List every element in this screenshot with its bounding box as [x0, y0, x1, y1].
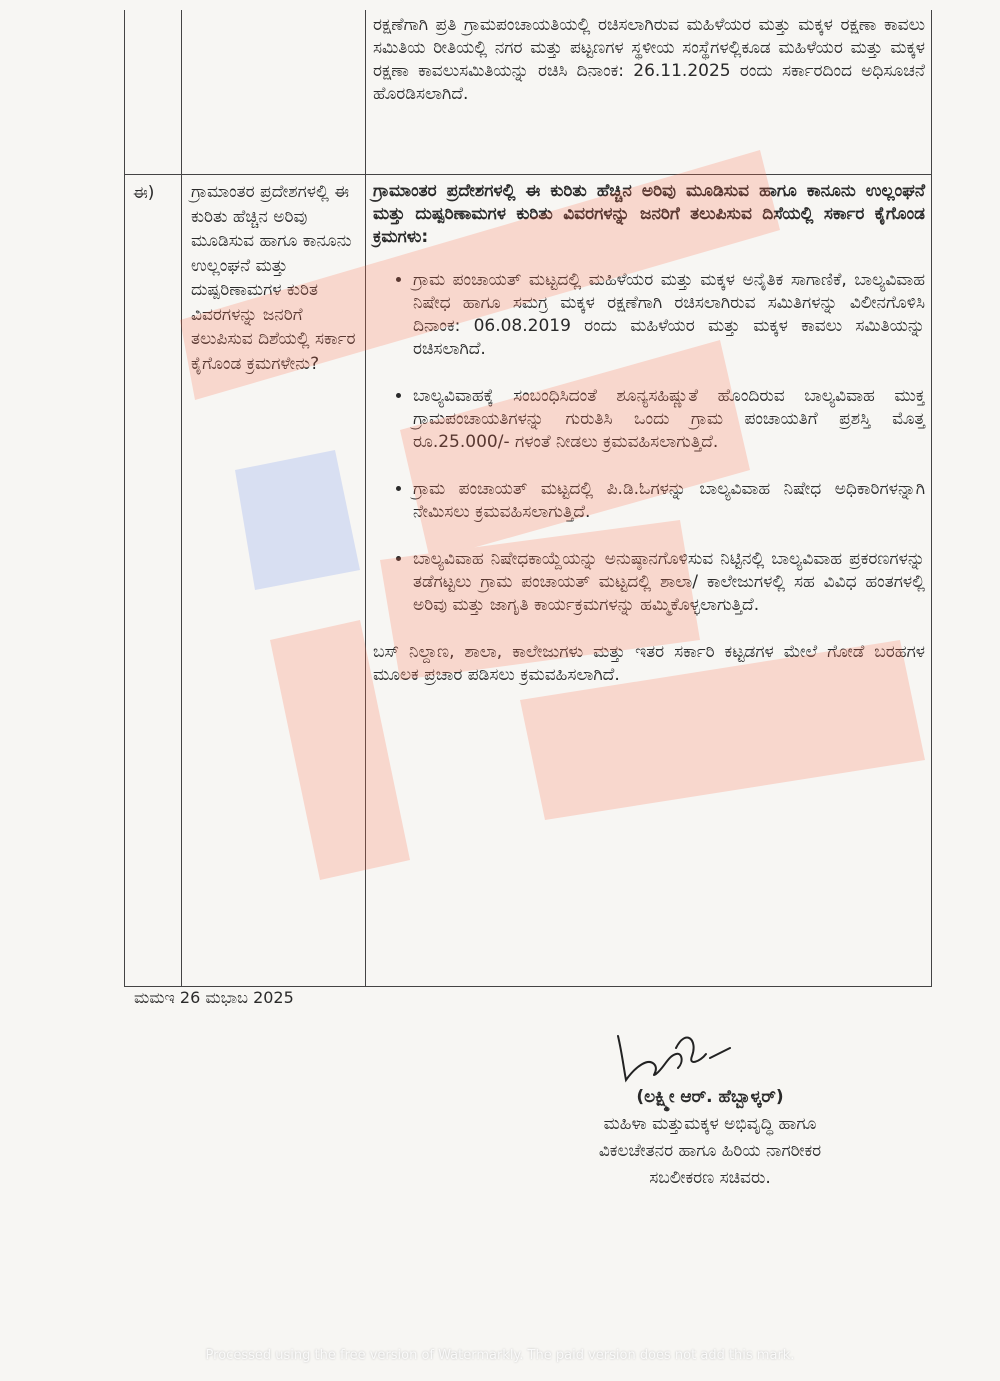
- bullet-item: • ಗ್ರಾಮ ಪಂಚಾಯತ್ ಮಟ್ಟದಲ್ಲಿ ಪಿ.ಡಿ.ಓಗಳನ್ನು ಬಾಲ್ಯವಿವಾಹ ನಿಷೇಧ ಅಧಿಕಾರಿಗಳನ್ನಾಗಿ ನೇಮಿಸಲು ಕ್ರಮವಹಿಸಲಾಗುತ್ತಿದೆ.: [413, 478, 925, 524]
- bullet-item: • ಬಾಲ್ಯವಿವಾಹ ನಿಷೇಧಕಾಯ್ದೆಯನ್ನು ಅನುಷ್ಠಾನಗೊಳಿಸುವ ನಿಟ್ಟಿನಲ್ಲಿ ಬಾಲ್ಯವಿವಾಹ ಪ್ರಕರಣಗಳನ್ನು ತಡೆಗಟ್ಟಲು ಗ್ರಾಮ ಪಂಚಾಯತ್ ಮಟ್ಟದಲ್ಲಿ ಶಾಲಾ/ ಕಾಲೇಜುಗಳಲ್ಲಿ ಸಹ ವಿವಿಧ ಹಂತಗಳಲ್ಲಿ ಅರಿವು ಮತ್ತು ಜಾಗೃತಿ ಕಾರ್ಯಕ್ರಮಗಳನ್ನು ಹಮ್ಮಿಕೊಳ್ಳಲಾಗುತ್ತಿದೆ.: [413, 548, 925, 617]
- answer-cell: [373, 180, 925, 687]
- bullet-item: • ಗ್ರಾಮ ಪಂಚಾಯತ್ ಮಟ್ಟದಲ್ಲಿ ಮಹಿಳೆಯರ ಮತ್ತು ಮಕ್ಕಳ ಅನೈತಿಕ ಸಾಗಾಣಿಕೆ, ಬಾಲ್ಯವಿವಾಹ ನಿಷೇಧ ಹಾಗೂ ಸಮಗ್ರ ಮಕ್ಕಳ ರಕ್ಷಣೆಗಾಗಿ ರಚಿಸಲಾಗಿರುವ ಸಮಿತಿಗಳನ್ನು ವಿಲೀನಗೊಳಿಸಿ ದಿನಾಂಕ: 06.08.2019 ರಂದು ಮಹಿಳೆಯರ ಮತ್ತು ಮಕ್ಕಳ ಕಾವಲು ಸಮಿತಿಯನ್ನು ರಚಿಸಲಾಗಿದೆ.: [413, 269, 925, 361]
- column-divider: [365, 10, 366, 986]
- signatory-title-line: ಸಬಲೀಕರಣ ಸಚಿವರು.: [649, 1168, 771, 1188]
- column-divider: [181, 10, 182, 986]
- signature-block: [500, 1084, 920, 1192]
- row-top-text: ರಕ್ಷಣೆಗಾಗಿ ಪ್ರತಿ ಗ್ರಾಮಪಂಚಾಯತಿಯಲ್ಲಿ ರಚಿಸಲಾಗಿರುವ ಮಹಿಳೆಯರ ಮತ್ತು ಮಕ್ಕಳ ರಕ್ಷಣಾ ಕಾವಲು ಸಮಿತಿಯ ರೀತಿಯಲ್ಲಿ ನಗರ ಮತ್ತು ಪಟ್ಟಣಗಳ ಸ್ಥಳೀಯ ಸಂಸ್ಥೆಗಳಲ್ಲಿಕೂಡ ಮಹಿಳೆಯರ ಮತ್ತು ಮಕ್ಕಳ ರಕ್ಷಣಾ ಕಾವಲುಸಮಿತಿಯನ್ನು ರಚಿಸಿ ದಿನಾಂಕ: 26.11.2025 ರಂದು ಸರ್ಕಾರದಿಂದ ಅಧಿಸೂಚನೆ ಹೊರಡಿಸಲಾಗಿದೆ.: [373, 15, 925, 104]
- row-top-answer: [373, 14, 925, 106]
- document-date: ಮಮಇ 26 ಮಭಾಬ 2025: [134, 988, 294, 1007]
- question-cell: ಗ್ರಾಮಾಂತರ ಪ್ರದೇಶಗಳಲ್ಲಿ ಈ ಕುರಿತು ಹೆಚ್ಚಿನ ಅರಿವು ಮೂಡಿಸುವ ಹಾಗೂ ಕಾನೂನು ಉಲ್ಲಂಘನೆ ಮತ್ತು ದುಷ್ಪರಿಣಾಮಗಳ ಕುರಿತ ವಿವರಗಳನ್ನು ಜನರಿಗೆ ತಲುಪಿಸುವ ದಿಶೆಯಲ್ಲಿ ಸರ್ಕಾರ ಕೈಗೊಂಡ ಕ್ರಮಗಳೇನು?: [191, 182, 356, 374]
- signatory-title-line: ವಿಕಲಚೇತನರ ಹಾಗೂ ಹಿರಿಯ ನಾಗರೀಕರ: [598, 1141, 822, 1161]
- answer-table: [124, 10, 932, 987]
- watermark-text: Processed using the free version of Watermarkly. The paid version does not add this mark.: [205, 1348, 795, 1363]
- answer-closing: ಬಸ್ ನಿಲ್ದಾಣ, ಶಾಲಾ, ಕಾಲೇಜುಗಳು ಮತ್ತು ಇತರ ಸರ್ಕಾರಿ ಕಟ್ಟಡಗಳ ಮೇಲೆ ಗೋಡೆ ಬರಹಗಳ ಮೂಲಕ ಪ್ರಚಾರ ಪಡಿಸಲು ಕ್ರಮವಹಿಸಲಾಗಿದೆ.: [373, 642, 925, 685]
- signatory-name: (ಲಕ್ಷ್ಮೀ ಆರ್. ಹೆಬ್ಬಾಳ್ಕರ್): [636, 1087, 784, 1107]
- row-number: ಈ): [133, 183, 155, 203]
- row-divider: [125, 174, 931, 175]
- handwritten-signature: [606, 1018, 746, 1088]
- answer-heading: ಗ್ರಾಮಾಂತರ ಪ್ರದೇಶಗಳಲ್ಲಿ ಈ ಕುರಿತು ಹೆಚ್ಚಿನ ಅರಿವು ಮೂಡಿಸುವ ಹಾಗೂ ಕಾನೂನು ಉಲ್ಲಂಘನೆ ಮತ್ತು ದುಷ್ಪರಿಣಾಮಗಳ ಕುರಿತು ವಿವರಗಳನ್ನು ಜನರಿಗೆ ತಲುಪಿಸುವ ದಿಸೆಯಲ್ಲಿ ಸರ್ಕಾರ ಕೈಗೊಂಡ ಕ್ರಮಗಳು:: [373, 181, 925, 247]
- bullet-item: • ಬಾಲ್ಯವಿವಾಹಕ್ಕೆ ಸಂಬಂಧಿಸಿದಂತೆ ಶೂನ್ಯಸಹಿಷ್ಣುತೆ ಹೊಂದಿರುವ ಬಾಲ್ಯವಿವಾಹ ಮುಕ್ತ ಗ್ರಾಮಪಂಚಾಯತಿಗಳನ್ನು ಗುರುತಿಸಿ ಒಂದು ಗ್ರಾಮ ಪಂಚಾಯತಿಗೆ ಪ್ರಶಸ್ತಿ ಮೊತ್ತ ರೂ.25.000/- ಗಳಂತೆ ನೀಡಲು ಕ್ರಮವಹಿಸಲಾಗುತ್ತಿದೆ.: [413, 385, 925, 454]
- answer-bullet-list: [373, 269, 925, 617]
- signatory-title-line: ಮಹಿಳಾ ಮತ್ತುಮಕ್ಕಳ ಅಭಿವೃದ್ಧಿ ಹಾಗೂ: [603, 1114, 817, 1134]
